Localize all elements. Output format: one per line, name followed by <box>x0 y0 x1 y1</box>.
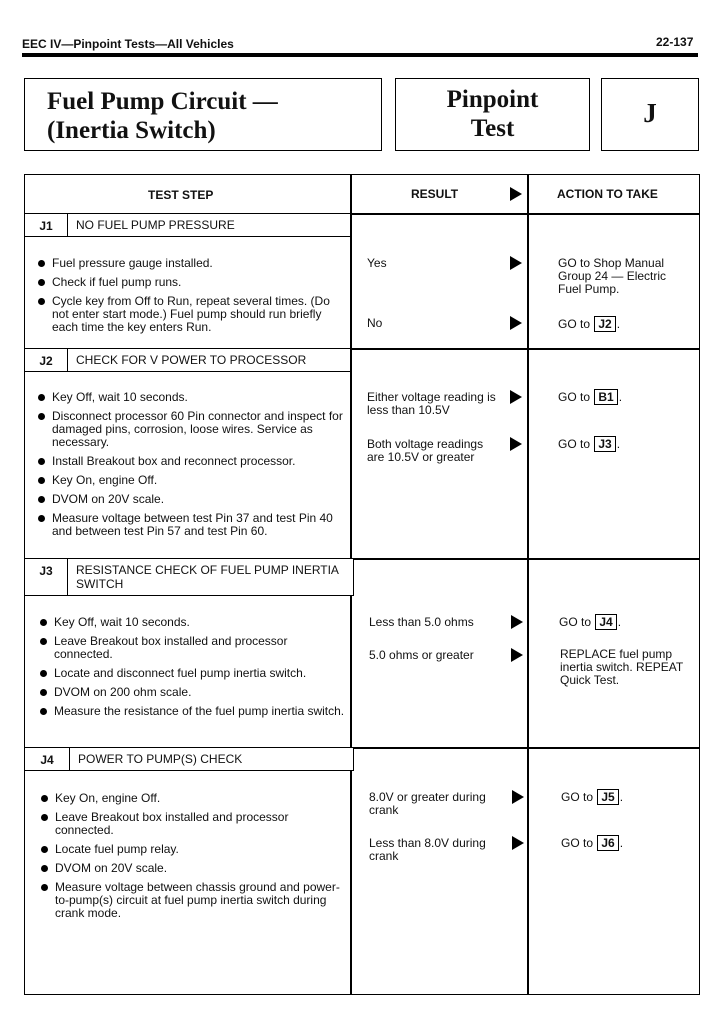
result-arrow-icon <box>510 390 522 404</box>
pinpoint-label: Pinpoint <box>446 86 539 113</box>
test-letter: J <box>643 98 657 128</box>
result-arrow-icon <box>510 187 522 201</box>
result-arrow-icon <box>512 836 524 850</box>
title-box <box>24 78 382 151</box>
step-item: Fuel pressure gauge installed. <box>34 257 346 270</box>
column-header-result: RESULT <box>411 187 459 201</box>
result-text: 5.0 ohms or greater <box>369 648 474 662</box>
step-reference[interactable]: J3 <box>594 436 615 452</box>
result-arrow-icon <box>510 316 522 330</box>
action-text: GO to B1 . <box>558 390 623 404</box>
section-header-j4 <box>24 747 354 771</box>
section-header-j2 <box>24 348 351 372</box>
column-header-test-step: TEST STEP <box>148 188 214 202</box>
column-header-action: ACTION TO TAKE <box>557 187 658 201</box>
step-item: Measure voltage between chassis ground and power-to-pump(s) circuit at fuel pump inertia switch during crank mode. <box>37 881 347 920</box>
step-item: Measure the resistance of the fuel pump inertia switch. <box>36 705 346 718</box>
section-id: J2 <box>25 349 68 371</box>
step-item: Cycle key from Off to Run, repeat several times. (Do not enter start mode.) Fuel pump should run briefly each time the key enters Run. <box>34 295 346 334</box>
result-text: Both voltage readings are 10.5V or greater <box>367 437 484 464</box>
result-text: Less than 8.0V during crank <box>369 836 486 863</box>
action-text: GO to Shop Manual Group 24 — Electric Fuel Pump. <box>558 256 667 296</box>
result-arrow-icon <box>510 437 522 451</box>
section-id: J1 <box>25 214 68 236</box>
step-item: Locate fuel pump relay. <box>37 843 347 856</box>
result-arrow-icon <box>510 256 522 270</box>
step-item: Key Off, wait 10 seconds. <box>36 616 346 629</box>
step-item: Key Off, wait 10 seconds. <box>34 391 346 404</box>
section-header-j3 <box>24 558 354 596</box>
step-item: Disconnect processor 60 Pin connector and inspect for damaged pins, corrosion, loose wires. Service as necessary. <box>34 410 346 449</box>
pinpoint-test-box <box>395 78 590 151</box>
step-reference[interactable]: J2 <box>594 316 615 332</box>
action-text: GO to J3 . <box>558 437 621 451</box>
section-title: NO FUEL PUMP PRESSURE <box>76 218 235 232</box>
action-text: GO to J5 . <box>561 790 624 804</box>
page-header-title: EEC IV—Pinpoint Tests—All Vehicles <box>22 37 234 51</box>
test-letter-box <box>601 78 699 151</box>
result-text: Less than 5.0 ohms <box>369 615 474 629</box>
title-line-1: Fuel Pump Circuit — <box>47 88 278 115</box>
page-number: 22-137 <box>656 35 694 49</box>
result-arrow-icon <box>511 648 523 662</box>
result-arrow-icon <box>511 615 523 629</box>
step-item: Leave Breakout box installed and processor connected. <box>36 635 346 661</box>
action-text: REPLACE fuel pump inertia switch. REPEAT Quick Test. <box>560 647 683 687</box>
step-item: Leave Breakout box installed and processor connected. <box>37 811 347 837</box>
step-list-j1 <box>34 257 346 340</box>
result-text: No <box>367 316 383 330</box>
section-title: POWER TO PUMP(S) CHECK <box>78 752 243 766</box>
section-title: RESISTANCE CHECK OF FUEL PUMP INERTIA SWITCH <box>76 563 339 591</box>
result-arrow-icon <box>512 790 524 804</box>
step-item: Install Breakout box and reconnect processor. <box>34 455 346 468</box>
result-text: Either voltage reading is less than 10.5V <box>367 390 496 417</box>
action-text: GO to J4 . <box>559 615 622 629</box>
step-item: Check if fuel pump runs. <box>34 276 346 289</box>
test-label: Test <box>470 115 515 142</box>
section-title: CHECK FOR V POWER TO PROCESSOR <box>76 353 307 367</box>
action-text: GO to J2 . <box>558 317 621 331</box>
column-divider-2 <box>527 174 529 995</box>
step-reference[interactable]: J6 <box>597 835 618 851</box>
step-reference[interactable]: J5 <box>597 789 618 805</box>
step-reference[interactable]: B1 <box>594 389 617 405</box>
step-item: Locate and disconnect fuel pump inertia switch. <box>36 667 346 680</box>
section-header-j1 <box>24 213 351 237</box>
result-text: 8.0V or greater during crank <box>369 790 486 817</box>
action-text: GO to J6 . <box>561 836 624 850</box>
step-item: DVOM on 20V scale. <box>37 862 347 875</box>
header-rule <box>22 53 698 57</box>
step-item: DVOM on 20V scale. <box>34 493 346 506</box>
step-list-j3 <box>36 616 346 724</box>
step-item: DVOM on 200 ohm scale. <box>36 686 346 699</box>
result-text: Yes <box>367 256 387 270</box>
section-id: J4 <box>25 748 70 770</box>
section-id: J3 <box>25 559 68 595</box>
title-line-2: (Inertia Switch) <box>47 117 216 144</box>
step-reference[interactable]: J4 <box>595 614 616 630</box>
step-item: Measure voltage between test Pin 37 and test Pin 40 and between test Pin 57 and test Pin 60. <box>34 512 346 538</box>
step-list-j4 <box>37 792 347 926</box>
step-item: Key On, engine Off. <box>37 792 347 805</box>
step-list-j2 <box>34 391 346 544</box>
step-item: Key On, engine Off. <box>34 474 346 487</box>
